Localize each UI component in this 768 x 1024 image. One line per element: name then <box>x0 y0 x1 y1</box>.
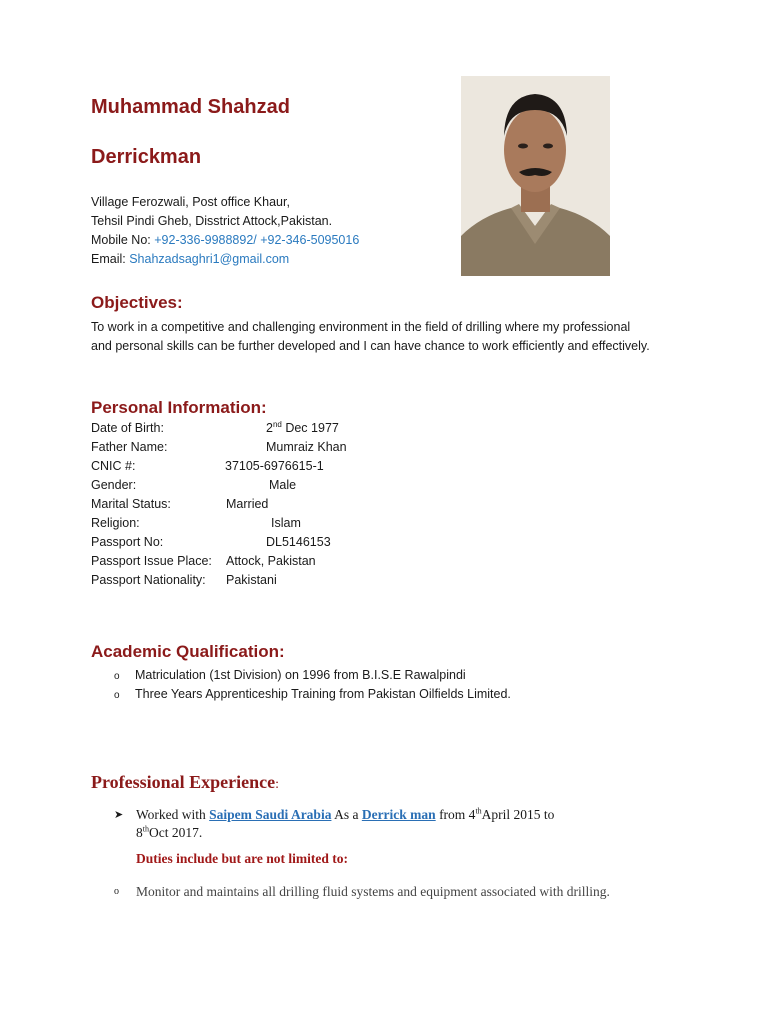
experience-entry: ➤ Worked with Saipem Saudi Arabia As a Derrick man from 4thApril 2015 to 8thOct 2017. <box>114 806 555 840</box>
circle-bullet-icon: o <box>114 671 120 682</box>
nationality-label: Passport Nationality: <box>91 573 206 587</box>
objectives-heading: Objectives: <box>91 293 183 312</box>
job-title: Derrickman <box>91 146 202 168</box>
dob-value: 2nd Dec 1977 <box>266 419 339 435</box>
academic-list <box>114 666 511 704</box>
cnic-value: 37105-6976615-1 <box>225 459 324 473</box>
experience-heading: Professional Experience: <box>91 772 280 792</box>
religion-label: Religion: <box>91 516 140 530</box>
candidate-name: Muhammad Shahzad <box>91 96 290 118</box>
duties-heading: Duties include but are not limited to: <box>136 851 348 866</box>
email-link[interactable]: Shahzadsaghri1@gmail.com <box>129 252 290 266</box>
mobile-row <box>91 231 359 250</box>
personal-info-heading: Personal Information: <box>91 398 267 417</box>
issue-place-value: Attock, Pakistan <box>226 554 316 568</box>
contact-block <box>91 193 359 269</box>
list-item: o Three Years Apprenticeship Training from Pakistan Oilfields Limited. <box>114 685 511 704</box>
marital-label: Marital Status: <box>91 497 171 511</box>
passport-label: Passport No: <box>91 535 164 549</box>
gender-value: Male <box>269 478 297 492</box>
father-value: Mumraiz Khan <box>266 440 347 454</box>
mobile-label: Mobile No: <box>91 233 151 247</box>
father-label: Father Name: <box>91 440 168 454</box>
passport-value: DL5146153 <box>266 535 331 549</box>
profile-photo <box>461 76 610 276</box>
academic-heading: Academic Qualification: <box>91 642 285 661</box>
email-row <box>91 250 359 269</box>
profile-photo-illustration <box>461 76 610 276</box>
circle-bullet-icon: o <box>114 690 120 701</box>
arrow-bullet-icon: ➤ <box>114 809 124 821</box>
email-label: Email: <box>91 252 126 266</box>
company-link[interactable]: Saipem Saudi Arabia <box>209 807 332 822</box>
cnic-label: CNIC #: <box>91 459 136 473</box>
dob-label: Date of Birth: <box>91 421 164 435</box>
mobile-number[interactable]: +92-336-9988892/ +92-346-5095016 <box>154 233 360 247</box>
marital-value: Married <box>226 497 269 511</box>
issue-place-label: Passport Issue Place: <box>91 554 212 568</box>
address-line-1: Village Ferozwali, Post office Khaur, <box>91 195 290 209</box>
religion-value: Islam <box>271 516 301 530</box>
list-item: o Matriculation (1st Division) on 1996 from B.I.S.E Rawalpindi <box>114 666 511 685</box>
position-link[interactable]: Derrick man <box>361 807 436 822</box>
duty-item: o Monitor and maintains all drilling fluid systems and equipment associated with drilling. <box>114 878 659 906</box>
nationality-value: Pakistani <box>226 573 277 587</box>
objectives-text: To work in a competitive and challenging environment in the field of drilling where my professional and personal skills can be further developed and I can have chance to work efficiently and effectively. <box>91 320 650 353</box>
address-line-2: Tehsil Pindi Gheb, Disstrict Attock,Pakistan. <box>91 214 333 228</box>
gender-label: Gender: <box>91 478 137 492</box>
circle-bullet-icon: o <box>114 886 119 897</box>
